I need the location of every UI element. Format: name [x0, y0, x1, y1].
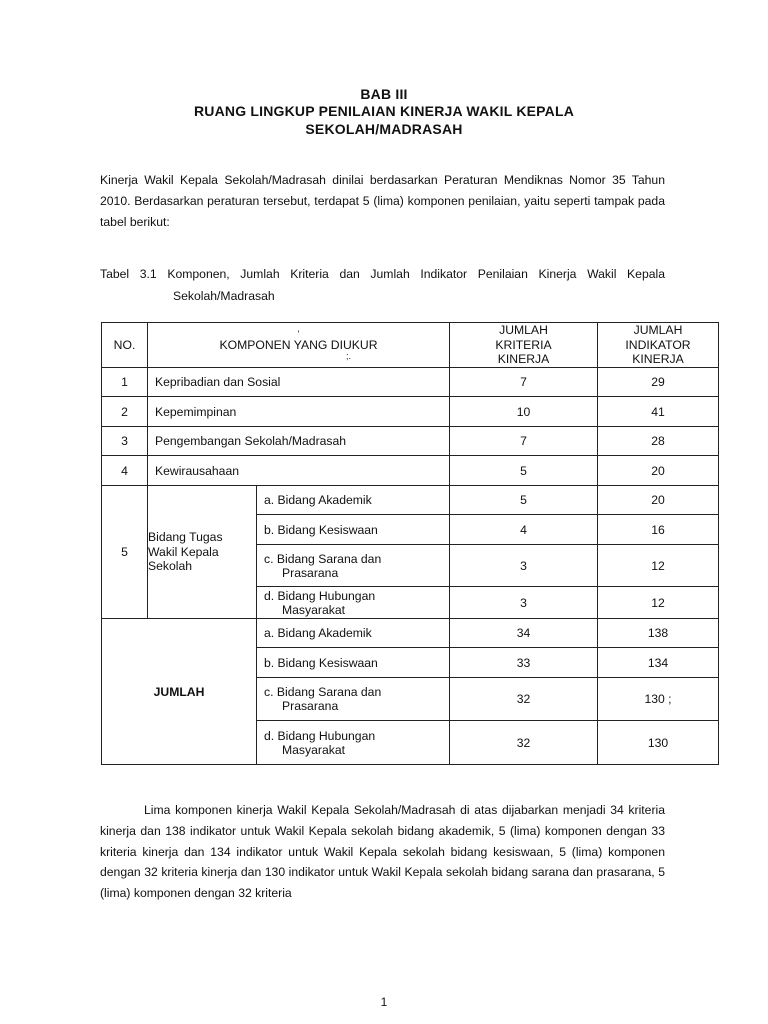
table-row — [102, 397, 719, 427]
closing-paragraph: Lima komponen kinerja Wakil Kepala Sekolah/Madrasah di atas dijabarkan menjadi 34 kriteria kinerja dan 138 indikator untuk Wakil Kepala sekolah bidang akademik, 5 (lima) komponen dengan 33 kriteria kinerja dan 134 indikator untuk Wakil Kepala sekolah bidang kesiswaan, 5 (lima) komponen dengan 32 kriteria kinerja dan 130 indikator untuk Wakil Kepala sekolah bidang sarana dan prasarana, 5 (lima) komponen dengan 32 kriteria — [100, 803, 665, 901]
row-indikator: 12 — [598, 545, 719, 587]
subitem-label-cont: Prasarana — [282, 565, 339, 580]
header-kriteria-l3: KINERJA — [497, 352, 550, 367]
jumlah-subitem — [257, 678, 450, 721]
row-indikator: 20 — [598, 456, 719, 486]
subitem-label-cont: Masyarakat — [282, 602, 345, 617]
row5-group-l1: Bidang Tugas — [148, 530, 223, 545]
row-kriteria: 7 — [450, 427, 598, 456]
header-kriteria — [450, 323, 598, 368]
row5-group — [148, 486, 257, 619]
header-kriteria-l2: KRITERIA — [495, 337, 552, 352]
table-row — [102, 368, 719, 397]
row-indikator: 29 — [598, 368, 719, 397]
header-komponen — [148, 323, 450, 368]
row5-subitem — [257, 545, 450, 587]
jumlah-subitem — [257, 619, 450, 648]
chapter-heading: BAB III — [360, 86, 408, 102]
jumlah-subitem — [257, 721, 450, 765]
row-indikator: 134 — [598, 648, 719, 678]
row-kriteria: 3 — [450, 587, 598, 619]
row-kriteria: 5 — [450, 456, 598, 486]
row-no: 5 — [102, 486, 148, 619]
table-row — [102, 427, 719, 456]
subitem-label-cont: Masyarakat — [282, 742, 345, 757]
row-indikator: 130 — [598, 721, 719, 765]
chapter-title-line2: SEKOLAH/MADRASAH — [305, 121, 463, 137]
subitem-label: b. Bidang Kesiswaan — [264, 522, 378, 537]
subitem-label-cont: Prasarana — [282, 699, 339, 713]
header-indikator-l1: JUMLAH — [633, 323, 683, 338]
header-mark-top: ' — [297, 328, 300, 339]
header-kriteria-l1: JUMLAH — [499, 323, 548, 338]
row-indikator: 16 — [598, 515, 719, 545]
row-no: 4 — [102, 456, 148, 486]
table-header-row — [102, 323, 719, 368]
row-indikator: 20 — [598, 486, 719, 515]
subitem-label: c. Bidang Sarana dan — [264, 685, 382, 699]
jumlah-subitem — [257, 648, 450, 678]
subitem-label: c. Bidang Sarana dan — [264, 551, 382, 566]
row5-subitem — [257, 515, 450, 545]
row-komponen: Pengembangan Sekolah/Madrasah — [148, 427, 450, 456]
row5-group-l2: Wakil Kepala — [148, 544, 219, 559]
row-kriteria: 34 — [450, 619, 598, 648]
subitem-label: d. Bidang Hubungan — [264, 588, 376, 603]
row5-group-l3: Sekolah — [148, 559, 193, 574]
subitem-label: a. Bidang Akademik — [264, 626, 372, 640]
table-caption-line2: Sekolah/Madrasah — [173, 289, 275, 303]
table-row — [102, 486, 719, 515]
row-kriteria: 10 — [450, 397, 598, 427]
row5-subitem — [257, 587, 450, 619]
row-kriteria: 33 — [450, 648, 598, 678]
component-table — [101, 322, 719, 765]
intro-paragraph: Kinerja Wakil Kepala Sekolah/Madrasah dinilai berdasarkan Peraturan Mendiknas Nomor 35 Tahun 2010. Berdasarkan peraturan tersebut, terdapat 5 (lima) komponen penilaian, yaitu seperti tampak pada tabel berikut: — [100, 173, 665, 229]
row-komponen: Kepribadian dan Sosial — [148, 368, 450, 397]
row-komponen: Kepemimpinan — [148, 397, 450, 427]
jumlah-label: JUMLAH — [102, 619, 257, 765]
row5-subitem — [257, 486, 450, 515]
row-no: 3 — [102, 427, 148, 456]
row-kriteria: 4 — [450, 515, 598, 545]
row-komponen: Kewirausahaan — [148, 456, 450, 486]
header-indikator-l3: KINERJA — [632, 352, 684, 367]
subitem-label: a. Bidang Akademik — [264, 493, 372, 507]
page-number: 1 — [380, 995, 388, 1009]
header-indikator — [598, 323, 719, 368]
header-indikator-l2: INDIKATOR — [625, 337, 691, 352]
row-indikator: 138 — [598, 619, 719, 648]
row-kriteria: 32 — [450, 721, 598, 765]
row-kriteria: 5 — [450, 486, 598, 515]
row-kriteria: 32 — [450, 678, 598, 721]
row-no: 1 — [102, 368, 148, 397]
row-indikator: 28 — [598, 427, 719, 456]
table-row — [102, 619, 719, 648]
row-kriteria: 3 — [450, 545, 598, 587]
table-caption-line1: Tabel 3.1 Komponen, Jumlah Kriteria dan Jumlah Indikator Penilaian Kinerja Wakil Kepala — [100, 267, 665, 281]
header-komponen-label: KOMPONEN YANG DIUKUR — [219, 337, 378, 352]
row-indikator: 41 — [598, 397, 719, 427]
row-indikator: 12 — [598, 587, 719, 619]
row-no: 2 — [102, 397, 148, 427]
header-mark-bottom: ;. — [345, 351, 351, 362]
subitem-label: d. Bidang Hubungan — [264, 728, 376, 743]
subitem-label: b. Bidang Kesiswaan — [264, 655, 378, 670]
table-row — [102, 456, 719, 486]
row-kriteria: 7 — [450, 368, 598, 397]
chapter-title-line1: RUANG LINGKUP PENILAIAN KINERJA WAKIL KEPALA — [193, 103, 575, 119]
header-no: NO. — [102, 323, 148, 368]
row-indikator: 130 ; — [598, 678, 719, 721]
